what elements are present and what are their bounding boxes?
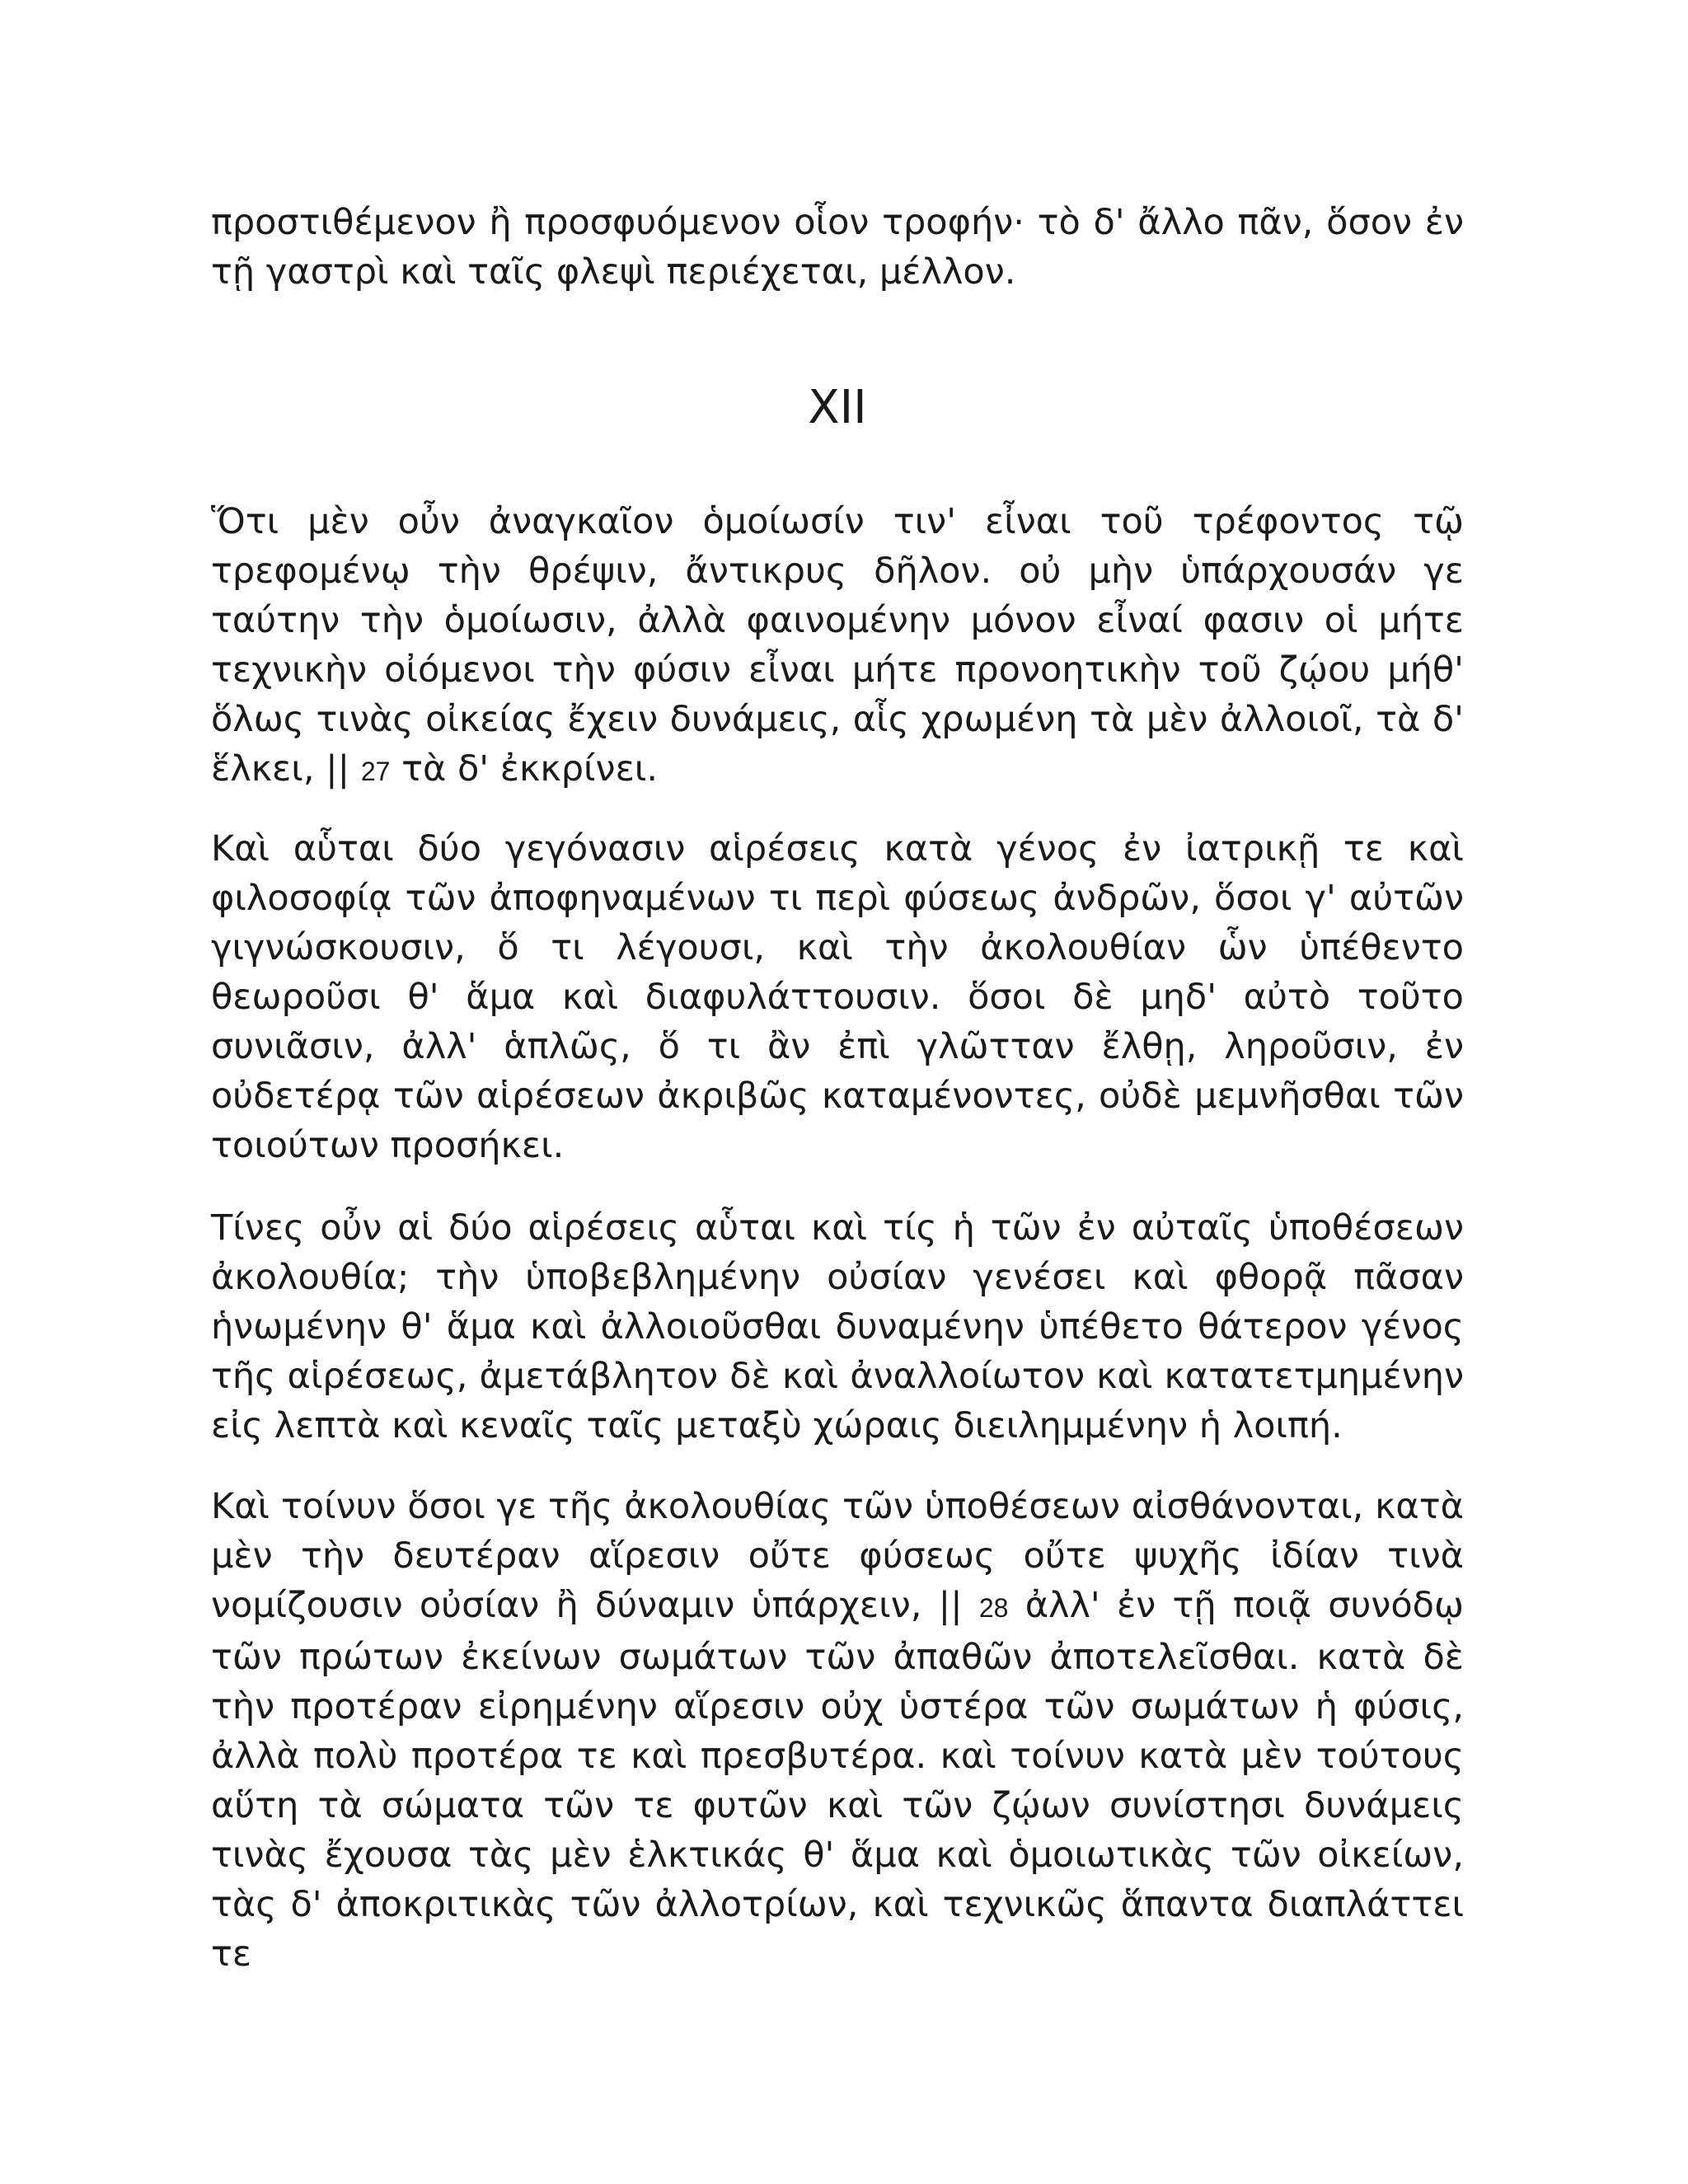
paragraph-1-text-before: Ὅτι μὲν οὖν ἀναγκαῖον ὁμοίωσίν τιν' εἶναι τοῦ τρέφοντος τῷ τρεφομένῳ τὴν θρέψιν, ἄντικρυς δῆλον. οὐ μὴν ὑπάρχουσάν γε ταύτην τὴν ὁμοίωσιν, ἀλλὰ φαινομένην μόνον εἶναί φασιν οἱ μήτε τεχνικὴν οἰόμενοι τὴν φύσιν εἶναι μήτε προνοητικὴν τοῦ ζῴου μήθ' ὅλως τινὰς οἰκείας ἔχειν δυνάμεις, αἷς χρωμένη τὰ μὲν ἀλλοιοῖ, τὰ δ' ἕλκει, || bbox=[211, 501, 1464, 790]
paragraph-4-text-after: ἀλλ' ἐν τῇ ποιᾷ συνόδῳ τῶν πρώτων ἐκείνων σωμάτων τῶν ἀπαθῶν ἀποτελεῖσθαι. κατὰ δὲ τὴν προτέραν εἰρημένην αἵρεσιν οὐχ ὑστέρα τῶν σωμάτων ἡ φύσις, ἀλλὰ πολὺ προτέρα τε καὶ πρεσβυτέρα. καὶ τοίνυν κατὰ μὲν τούτους αὕτη τὰ σώματα τῶν τε φυτῶν καὶ τῶν ζῴων συνίστησι δυνάμεις τινὰς ἔχουσα τὰς μὲν ἑλκτικάς θ' ἅμα καὶ ὁμοιωτικὰς τῶν οἰκείων, τὰς δ' ἀποκριτικὰς τῶν ἀλλοτρίων, καὶ τεχνικῶς ἅπαντα διαπλάττει τε bbox=[211, 1585, 1464, 1975]
paragraph-1 bbox=[211, 497, 1464, 796]
paragraph-1-text-after: τὰ δ' ἐκκρίνει. bbox=[390, 748, 659, 790]
paragraph-4-block bbox=[211, 1482, 1464, 1979]
paragraph-continuation: προστιθέμενον ἢ προσφυόμενον οἷον τροφήν· τὸ δ' ἄλλο πᾶν, ὅσον ἐν τῇ γαστρὶ καὶ ταῖς φλεψὶ περιέχεται, μέλλον. bbox=[211, 202, 1464, 293]
page-marker-28: 28 bbox=[978, 1593, 1009, 1623]
paragraph-1-block bbox=[211, 497, 1464, 796]
top-text-block bbox=[211, 198, 1464, 297]
paragraph-4 bbox=[211, 1482, 1464, 1979]
chapter-heading: XII bbox=[808, 381, 867, 434]
paragraph-4-text-before: Καὶ τοίνυν ὅσοι γε τῆς ἀκολουθίας τῶν ὑποθέσεων αἰσθάνονται, κατὰ μὲν τὴν δευτέραν αἵρεσιν οὔτε φύσεως οὔτε ψυχῆς ἰδίαν τινὰ νομίζουσιν οὐσίαν ἢ δύναμιν ὑπάρχειν, || bbox=[211, 1486, 1464, 1626]
paragraph-3: Τίνες οὖν αἱ δύο αἱρέσεις αὗται καὶ τίς ἡ τῶν ἐν αὐταῖς ὑποθέσεων ἀκολουθία; τὴν ὑποβεβλημένην οὐσίαν γενέσει καὶ φθορᾷ πᾶσαν ἡνωμένην θ' ἅμα καὶ ἀλλοιοῦσθαι δυναμένην ὑπέθετο θάτερον γένος τῆς αἱρέσεως, ἀμετάβλητον δὲ καὶ ἀναλλοίωτον καὶ κατατετμημένην εἰς λεπτὰ καὶ κεναῖς ταῖς μεταξὺ χώραις διειλημμένην ἡ λοιπή. bbox=[211, 1207, 1464, 1446]
paragraph-2-block bbox=[211, 824, 1464, 1170]
paragraph-3-block bbox=[211, 1203, 1464, 1451]
page-marker-27: 27 bbox=[360, 757, 391, 786]
paragraph-2: Καὶ αὗται δύο γεγόνασιν αἱρέσεις κατὰ γένος ἐν ἰατρικῇ τε καὶ φιλοσοφίᾳ τῶν ἀποφηναμένων τι περὶ φύσεως ἀνδρῶν, ὅσοι γ' αὐτῶν γιγνώσκουσιν, ὅ τι λέγουσι, καὶ τὴν ἀκολουθίαν ὧν ὑπέθεντο θεωροῦσι θ' ἅμα καὶ διαφυλάττουσιν. ὅσοι δὲ μηδ' αὐτὸ τοῦτο συνιᾶσιν, ἀλλ' ἁπλῶς, ὅ τι ἂν ἐπὶ γλῶτταν ἔλθῃ, ληροῦσιν, ἐν οὐδετέρᾳ τῶν αἱρέσεων ἀκριβῶς καταμένοντες, οὐδὲ μεμνῆσθαι τῶν τοιούτων προσήκει. bbox=[211, 828, 1464, 1166]
